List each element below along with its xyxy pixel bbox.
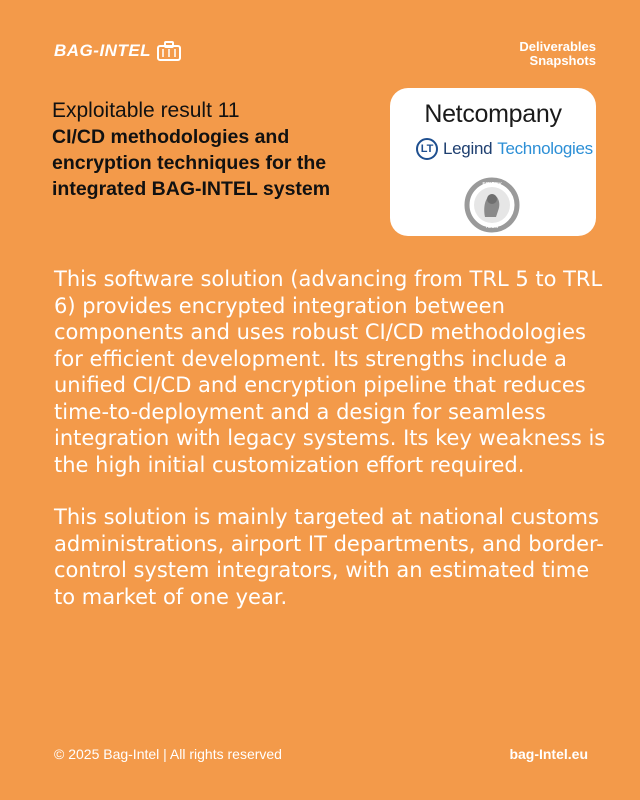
description-paragraph-1: This software solution (advancing from TRL 5 to TRL 6) provides encrypted integration between components and uses robust CI/CD methodologies for efficient development. Its strengths include a unified CI/CD and encryption pipeline that reduces time-to-deployment and a design for seamless integration with legacy systems. Its key weakness is the high initial customization effort required. <box>54 267 606 477</box>
deliverables-snapshots-label <box>519 40 596 68</box>
copyright-text: © 2025 Bag-Intel | All rights reserved <box>54 746 282 762</box>
iccs-seal-icon <box>463 177 521 233</box>
legind-technologies: Technologies <box>497 139 593 158</box>
legind-name: Legind <box>443 139 493 158</box>
result-heading <box>52 98 372 202</box>
website-link[interactable]: bag-Intel.eu <box>509 746 588 762</box>
result-description <box>54 266 614 636</box>
result-title: CI/CD methodologies and encryption techniques for the integrated BAG-INTEL system <box>52 126 331 200</box>
legind-logo <box>416 138 593 160</box>
partner-logos-card <box>390 88 596 236</box>
legind-badge-icon: LT <box>416 138 438 160</box>
brand-name: BAG-INTEL <box>54 41 152 60</box>
brand-logo <box>54 41 181 61</box>
description-paragraph-2: This solution is mainly targeted at national customs administrations, airport IT departments, and border-control system integrators, with an estimated time to market of one year. <box>54 505 604 609</box>
corner-label-line1: Deliverables <box>519 39 596 54</box>
result-kicker: Exploitable result 11 <box>52 99 240 122</box>
briefcase-icon <box>157 41 181 61</box>
svg-text:ΕΠΙΣΕΥ: ΕΠΙΣΕΥ <box>482 182 502 188</box>
corner-label-line2: Snapshots <box>529 53 596 68</box>
svg-text:ICCS: ICCS <box>485 224 499 230</box>
netcompany-logo: Netcompany <box>424 100 562 128</box>
